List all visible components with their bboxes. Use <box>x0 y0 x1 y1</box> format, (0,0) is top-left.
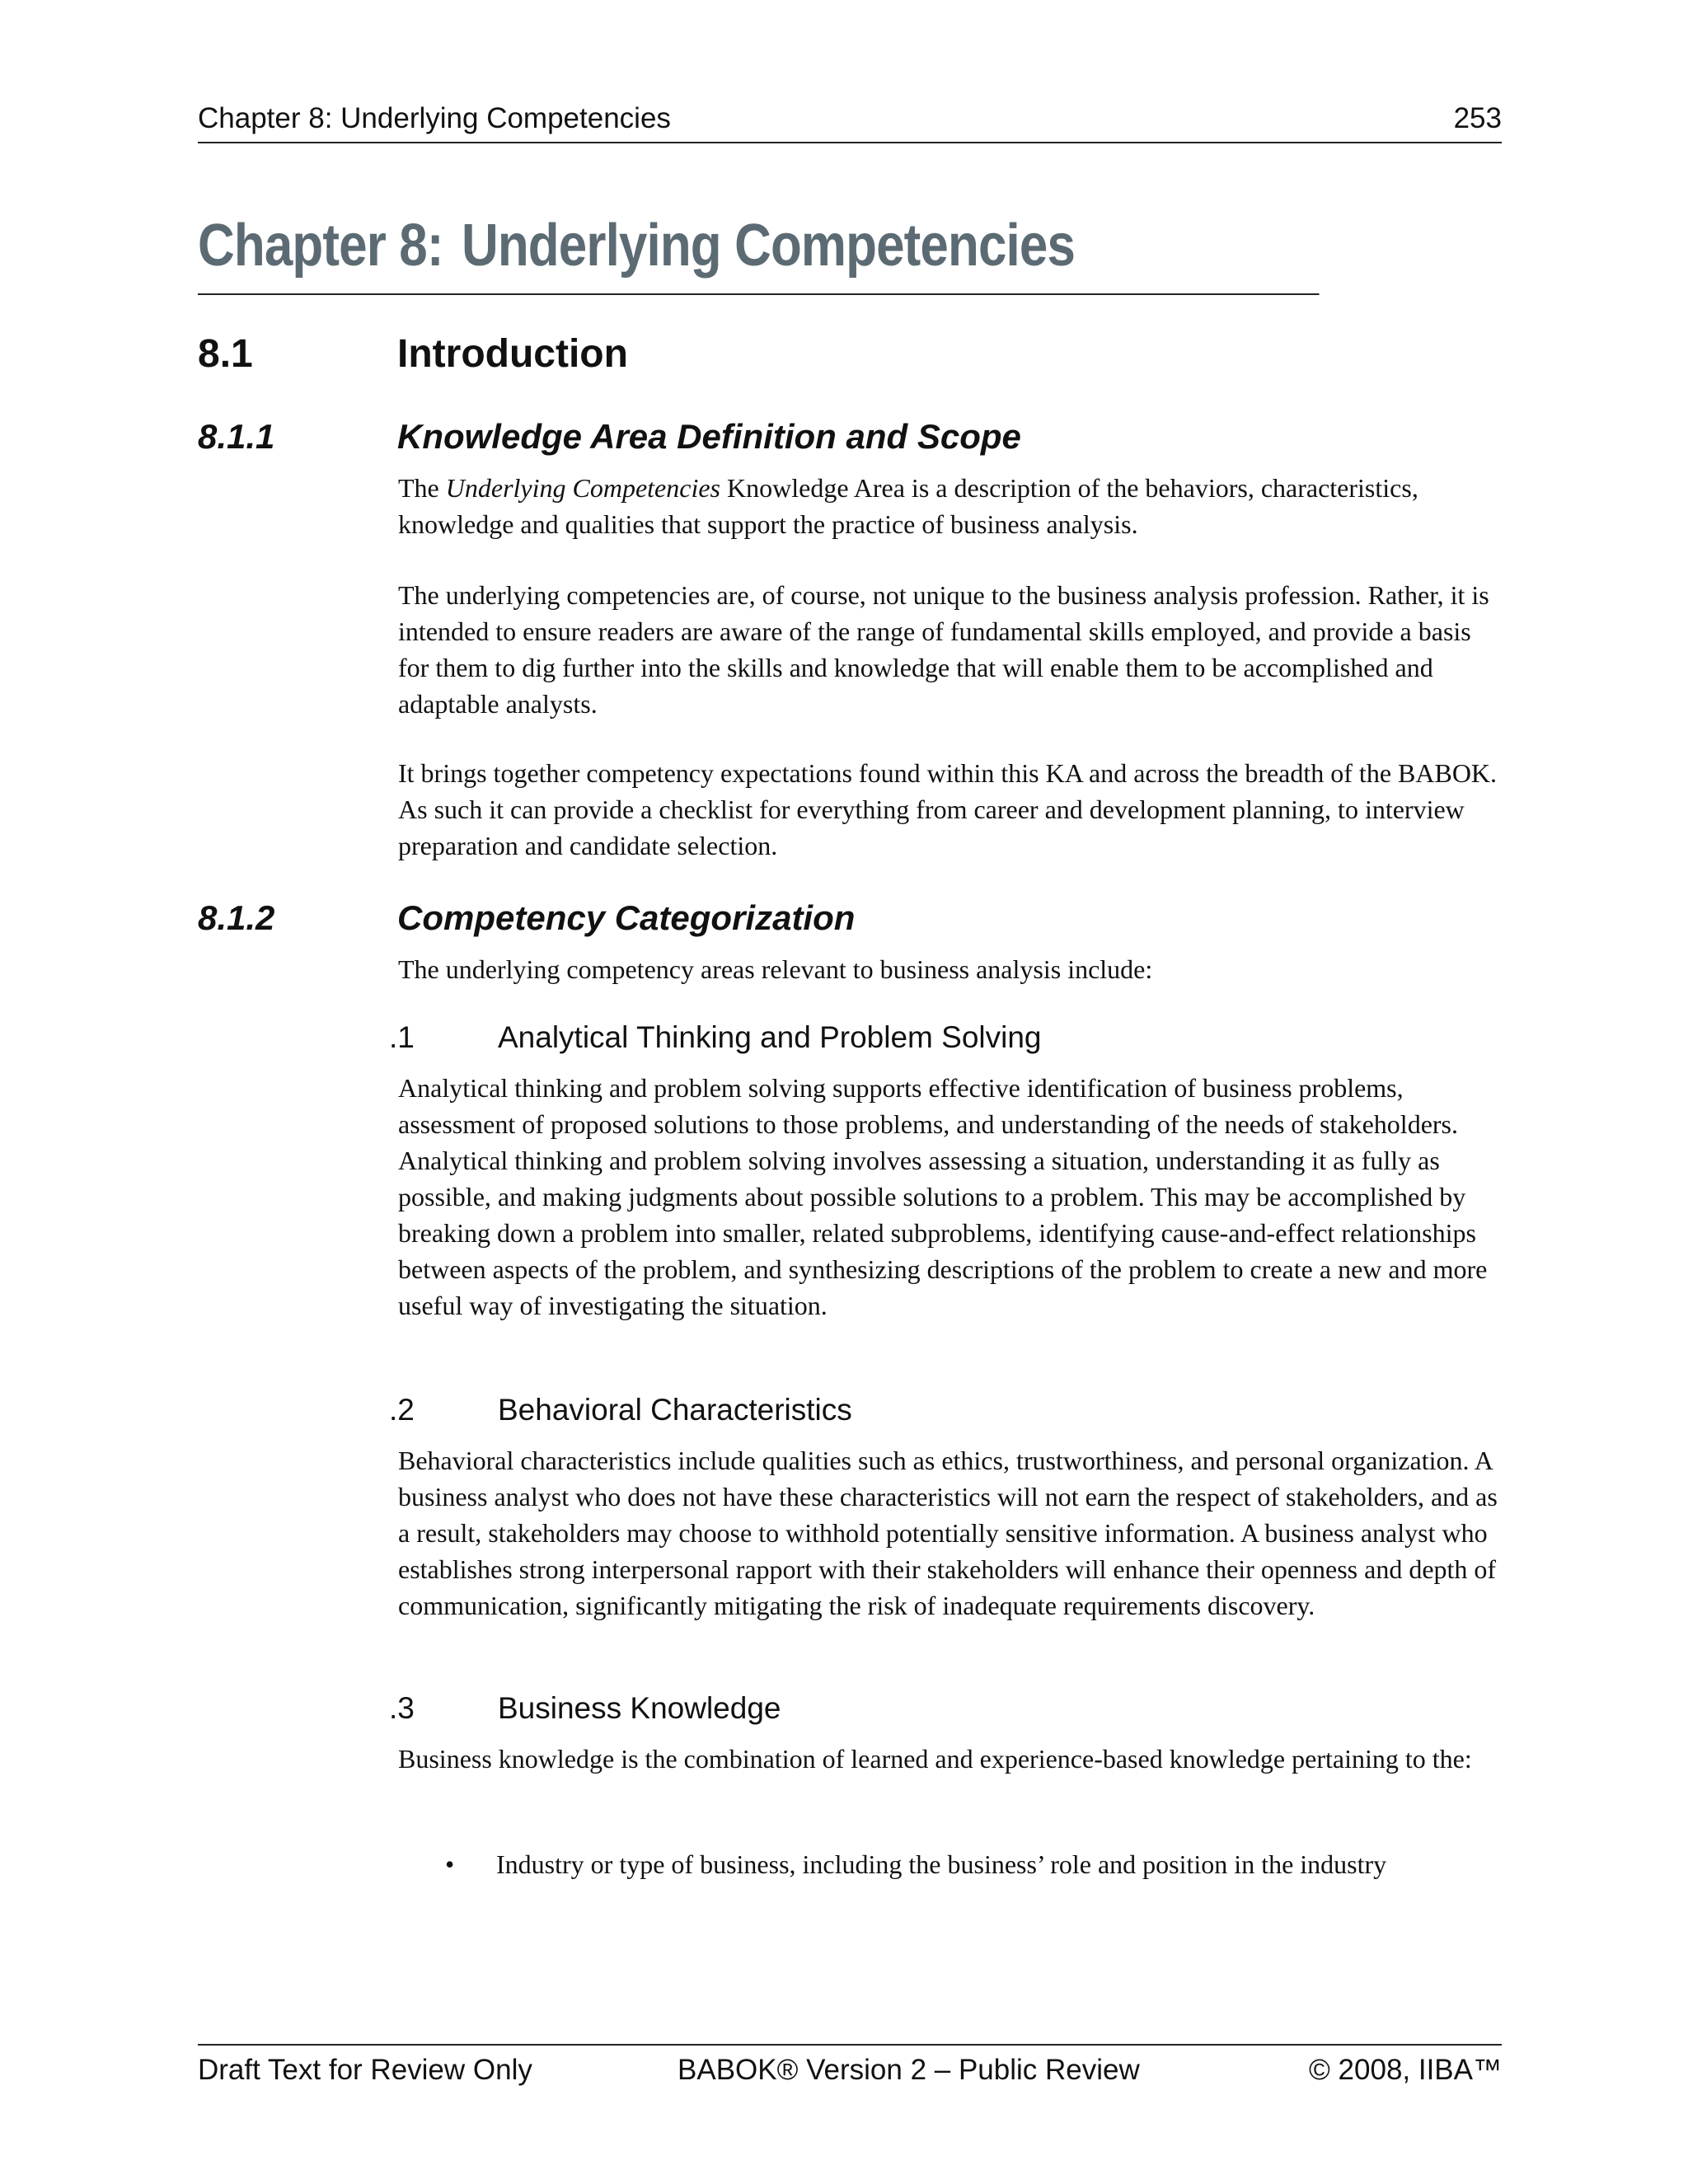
running-header <box>198 97 1502 143</box>
section-title: Knowledge Area Definition and Scope <box>397 417 1021 456</box>
footer-draft-notice: Draft Text for Review Only <box>198 2054 532 2086</box>
paragraph-emphasis: Underlying Competencies <box>445 473 720 503</box>
chapter-title <box>198 213 1320 295</box>
paragraph-text: Knowledge Area is a description of the behaviors, characteristics, knowledge and qualities that support the practice of business analysis. <box>398 473 1418 539</box>
subheading-number: .2 <box>389 1393 415 1427</box>
subheading-title: Behavioral Characteristics <box>498 1393 852 1427</box>
bullet-text: Industry or type of business, including the business’ role and position in the industry <box>496 1849 1387 1879</box>
paragraph-ka-definition <box>398 470 1503 542</box>
subheading-title: Analytical Thinking and Problem Solving <box>498 1020 1042 1054</box>
subheading-number: .1 <box>389 1020 415 1054</box>
section-title: Introduction <box>397 332 628 376</box>
chapter-title-text: Underlying Competencies <box>461 213 1076 279</box>
section-number: 8.1.2 <box>198 898 275 937</box>
section-number: 8.1 <box>198 332 253 376</box>
chapter-number-label: Chapter 8: <box>198 213 443 279</box>
paragraph-behavioral-characteristics: Behavioral characteristics include qualities such as ethics, trustworthiness, and personal organization. A business analyst who does not have these characteristics will not earn the respect of stakeholders, and as a result, stakeholders may choose to withhold potentially sensitive information. A business analyst who establishes strong interpersonal rapport with their stakeholders will enhance their openness and depth of communication, significantly mitigating the risk of inadequate requirements discovery. <box>398 1446 1498 1620</box>
running-footer <box>198 2044 1502 2092</box>
page-number: 253 <box>1453 102 1502 134</box>
subheading-title: Business Knowledge <box>498 1691 781 1725</box>
paragraph-text: The <box>398 473 446 503</box>
section-number: 8.1.1 <box>198 417 275 456</box>
paragraph-analytical-thinking: Analytical thinking and problem solving supports effective identification of business problems, assessment of proposed solutions to those problems, and understanding of the needs of stakeholders. Analytical thinking and problem solving involves assessing a situation, understanding it as fully as possible, and making judgments about possible solutions to a problem. This may be accomplished by breaking down a problem into smaller, related subproblems, identifying cause-and-effect relationships between aspects of the problem, and synthesizing descriptions of the problem to create a new and more useful way of investigating the situation. <box>398 1073 1488 1320</box>
footer-version: BABOK® Version 2 – Public Review <box>678 2054 1140 2086</box>
bullet-icon: • <box>445 1849 455 1879</box>
paragraph-not-unique: The underlying competencies are, of course, not unique to the business analysis profession. Rather, it is intended to ensure readers are aware of the range of fundamental skills employed, and provide a basis for them to dig further into the skills and knowledge that will enable them to be accomplished and adaptable analysts. <box>398 580 1489 719</box>
paragraph-business-knowledge: Business knowledge is the combination of learned and experience-based knowledge pertaining to the: <box>398 1744 1472 1774</box>
footer-copyright: © 2008, IIBA™ <box>1309 2054 1502 2086</box>
section-title: Competency Categorization <box>397 898 856 937</box>
paragraph-competency-intro: The underlying competency areas relevant to business analysis include: <box>398 954 1153 984</box>
running-header-title: Chapter 8: Underlying Competencies <box>198 102 671 134</box>
subheading-number: .3 <box>389 1691 415 1725</box>
paragraph-checklist: It brings together competency expectations found within this KA and across the breadth of the BABOK. As such it can provide a checklist for everything from career and development planning, to interview preparation and candidate selection. <box>398 758 1498 860</box>
